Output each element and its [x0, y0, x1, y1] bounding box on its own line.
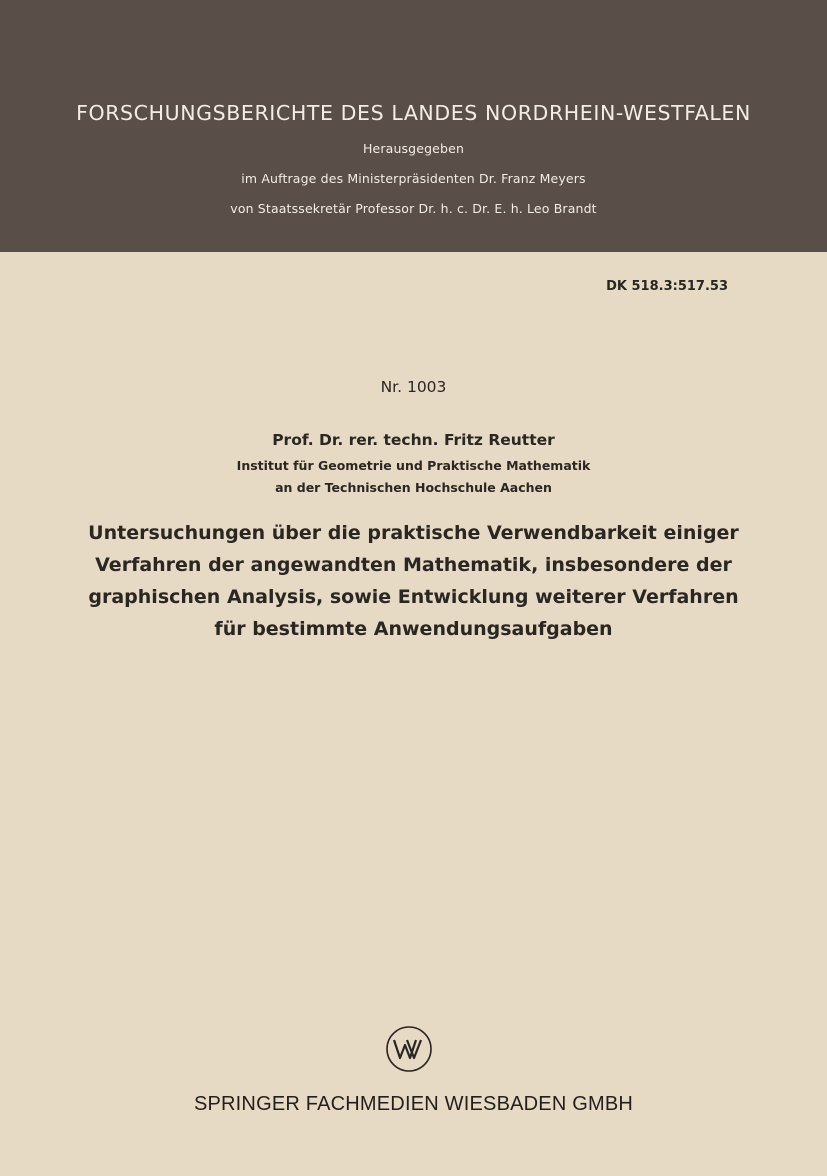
title-line: Untersuchungen über die praktische Verwendbarkeit einiger	[88, 522, 739, 544]
institute-line-2: an der Technischen Hochschule Aachen	[275, 480, 552, 495]
report-title	[0, 517, 827, 645]
series-header-band	[0, 0, 827, 252]
report-number: Nr. 1003	[380, 378, 447, 396]
institute-line-1: Institut für Geometrie und Praktische Mathematik	[236, 458, 591, 473]
author-name: Prof. Dr. rer. techn. Fritz Reutter	[272, 431, 555, 449]
series-title: FORSCHUNGSBERICHTE DES LANDES NORDRHEIN-WESTFALEN	[76, 101, 751, 125]
publisher-name: SPRINGER FACHMEDIEN WIESBADEN GMBH	[193, 1093, 634, 1115]
editor-line-3: von Staatssekretär Professor Dr. h. c. Dr. E. h. Leo Brandt	[230, 201, 597, 216]
title-line: graphischen Analysis, sowie Entwicklung weiterer Verfahren	[88, 586, 739, 608]
publisher-logo-icon	[385, 1025, 433, 1073]
editor-line-2: im Auftrage des Ministerpräsidenten Dr. Franz Meyers	[241, 171, 586, 186]
title-line: Verfahren der angewandten Mathematik, insbesondere der	[95, 554, 732, 576]
title-line: für bestimmte Anwendungsaufgaben	[214, 618, 613, 640]
editor-line-1: Herausgegeben	[362, 141, 465, 156]
dk-classification: DK 518.3:517.53	[606, 279, 728, 294]
